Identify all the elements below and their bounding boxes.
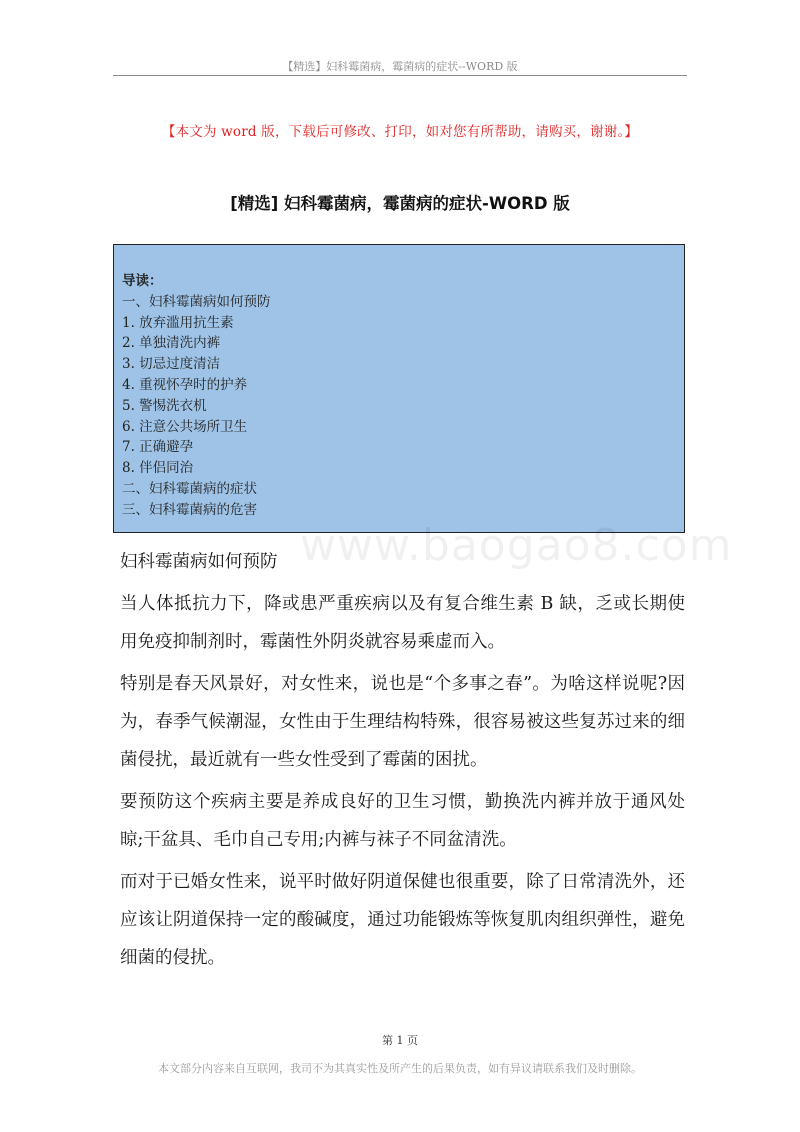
guide-item: 三、妇科霉菌病的危害 [122, 501, 257, 518]
section-heading: 妇科霉菌病如何预防 [120, 552, 278, 572]
guide-item: 3. 切忌过度清洁 [122, 356, 221, 373]
guide-label: 导读： [122, 273, 163, 289]
guide-item: 8. 伴侣同治 [122, 460, 194, 477]
paragraph: 特别是春天风景好，对女性来，说也是“个多事之春”。为啥这样说呢?因为，春季气候潮湿，女性由于生理结构特殊，很容易被这些复苏过来的细菌侵扰，最近就有一些女性受到了霉菌的困扰。 [120, 674, 685, 770]
page-number: 第 1 页 [382, 1034, 418, 1047]
guide-item: 4. 重视怀孕时的护养 [122, 376, 248, 393]
running-header: 【精选】妇科霉菌病，霉菌病的症状--WORD 版 [282, 60, 518, 73]
watermark: www.baogao8.com [300, 520, 733, 571]
guide-item: 一、妇科霉菌病如何预防 [122, 293, 271, 310]
paragraph: 而对于已婚女性来，说平时做好阴道保健也很重要，除了日常清洗外，还应该让阴道保持一定的酸碱度，通过功能锻炼等恢复肌肉组织弹性，避免细菌的侵扰。 [120, 872, 685, 968]
purchase-notice: 【本文为 word 版，下载后可修改、打印，如对您有所帮助，请购买，谢谢。】 [161, 124, 639, 140]
guide-item: 7. 正确避孕 [122, 439, 194, 456]
guide-item: 1. 放弃滥用抗生素 [122, 314, 234, 331]
header-divider [113, 75, 687, 76]
guide-item: 5. 警惕洗衣机 [122, 397, 207, 414]
guide-item: 2. 单独清洗内裤 [122, 335, 221, 352]
footer-disclaimer: 本文部分内容来自互联网，我司不为其真实性及所产生的后果负责，如有异议请联系我们及时删除。 [158, 1062, 642, 1075]
paragraph: 当人体抵抗力下，降或患严重疾病以及有复合维生素 B 缺，乏或长期使用免疫抑制剂时，霉菌性外阴炎就容易乘虚而入。 [120, 594, 685, 652]
guide-list [122, 292, 684, 521]
article-body [120, 547, 685, 981]
document-title: [精选] 妇科霉菌病，霉菌病的症状-WORD 版 [230, 194, 570, 213]
guide-box [113, 244, 685, 533]
guide-item: 二、妇科霉菌病的症状 [122, 480, 257, 497]
paragraph: 要预防这个疾病主要是养成良好的卫生习惯，勤换洗内裤并放于通风处晾;干盆具、毛巾自己专用;内裤与袜子不同盆清洗。 [120, 792, 685, 850]
guide-item: 6. 注意公共场所卫生 [122, 418, 248, 435]
